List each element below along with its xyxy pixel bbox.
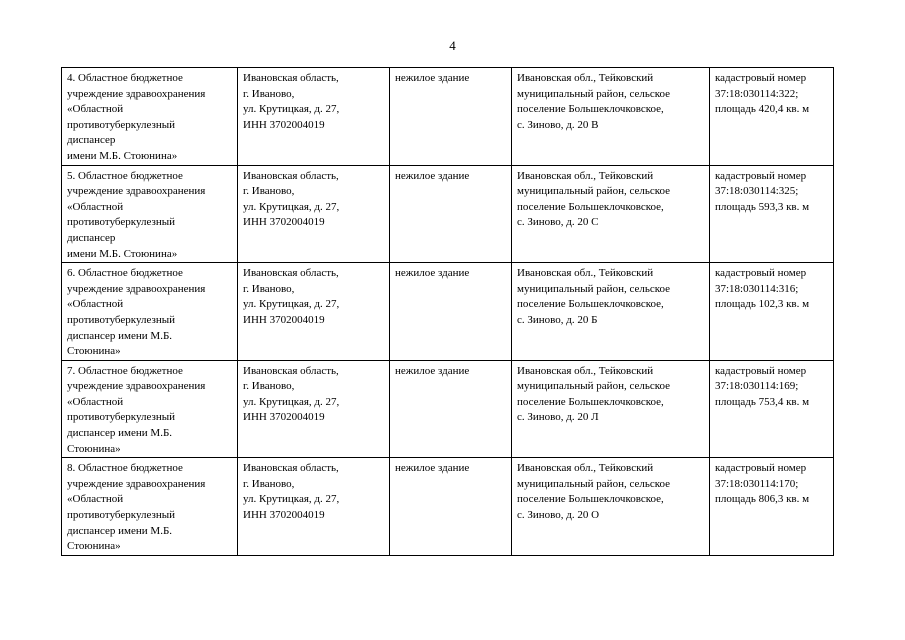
- table-row: [62, 360, 834, 458]
- cadastral-cell: кадастровый номер 37:18:030114:325; площадь 593,3 кв. м: [710, 165, 834, 263]
- organization-cell: 4. Областное бюджетное учреждение здравоохранения «Областной противотуберкулезный диспансер имени М.Б. Стоюнина»: [62, 68, 238, 166]
- property-type-cell: нежилое здание: [390, 263, 512, 361]
- location-cell: Ивановская обл., Тейковский муниципальный район, сельское поселение Большеклочковское, с. Зиново, д. 20 В: [512, 68, 710, 166]
- table-row: [62, 68, 834, 166]
- cadastral-cell: кадастровый номер 37:18:030114:169; площадь 753,4 кв. м: [710, 360, 834, 458]
- table-row: [62, 263, 834, 361]
- location-cell: Ивановская обл., Тейковский муниципальный район, сельское поселение Большеклочковское, с. Зиново, д. 20 Л: [512, 360, 710, 458]
- cadastral-cell: кадастровый номер 37:18:030114:322; площадь 420,4 кв. м: [710, 68, 834, 166]
- cadastral-cell: кадастровый номер 37:18:030114:316; площадь 102,3 кв. м: [710, 263, 834, 361]
- table-row: [62, 458, 834, 556]
- address-cell: Ивановская область, г. Иваново, ул. Крутицкая, д. 27, ИНН 3702004019: [238, 360, 390, 458]
- address-cell: Ивановская область, г. Иваново, ул. Крутицкая, д. 27, ИНН 3702004019: [238, 68, 390, 166]
- property-type-cell: нежилое здание: [390, 165, 512, 263]
- page-number: 4: [449, 38, 456, 53]
- organization-cell: 6. Областное бюджетное учреждение здравоохранения «Областной противотуберкулезный диспансер имени М.Б. Стоюнина»: [62, 263, 238, 361]
- location-cell: Ивановская обл., Тейковский муниципальный район, сельское поселение Большеклочковское, с. Зиново, д. 20 С: [512, 165, 710, 263]
- location-cell: Ивановская обл., Тейковский муниципальный район, сельское поселение Большеклочковское, с. Зиново, д. 20 Б: [512, 263, 710, 361]
- organization-cell: 7. Областное бюджетное учреждение здравоохранения «Областной противотуберкулезный диспансер имени М.Б. Стоюнина»: [62, 360, 238, 458]
- location-cell: Ивановская обл., Тейковский муниципальный район, сельское поселение Большеклочковское, с. Зиново, д. 20 О: [512, 458, 710, 556]
- organization-cell: 8. Областное бюджетное учреждение здравоохранения «Областной противотуберкулезный диспансер имени М.Б. Стоюнина»: [62, 458, 238, 556]
- cadastral-cell: кадастровый номер 37:18:030114:170; площадь 806,3 кв. м: [710, 458, 834, 556]
- property-type-cell: нежилое здание: [390, 360, 512, 458]
- property-type-cell: нежилое здание: [390, 458, 512, 556]
- address-cell: Ивановская область, г. Иваново, ул. Крутицкая, д. 27, ИНН 3702004019: [238, 458, 390, 556]
- property-table: [61, 67, 834, 556]
- property-type-cell: нежилое здание: [390, 68, 512, 166]
- address-cell: Ивановская область, г. Иваново, ул. Крутицкая, д. 27, ИНН 3702004019: [238, 263, 390, 361]
- table-row: [62, 165, 834, 263]
- organization-cell: 5. Областное бюджетное учреждение здравоохранения «Областной противотуберкулезный диспансер имени М.Б. Стоюнина»: [62, 165, 238, 263]
- address-cell: Ивановская область, г. Иваново, ул. Крутицкая, д. 27, ИНН 3702004019: [238, 165, 390, 263]
